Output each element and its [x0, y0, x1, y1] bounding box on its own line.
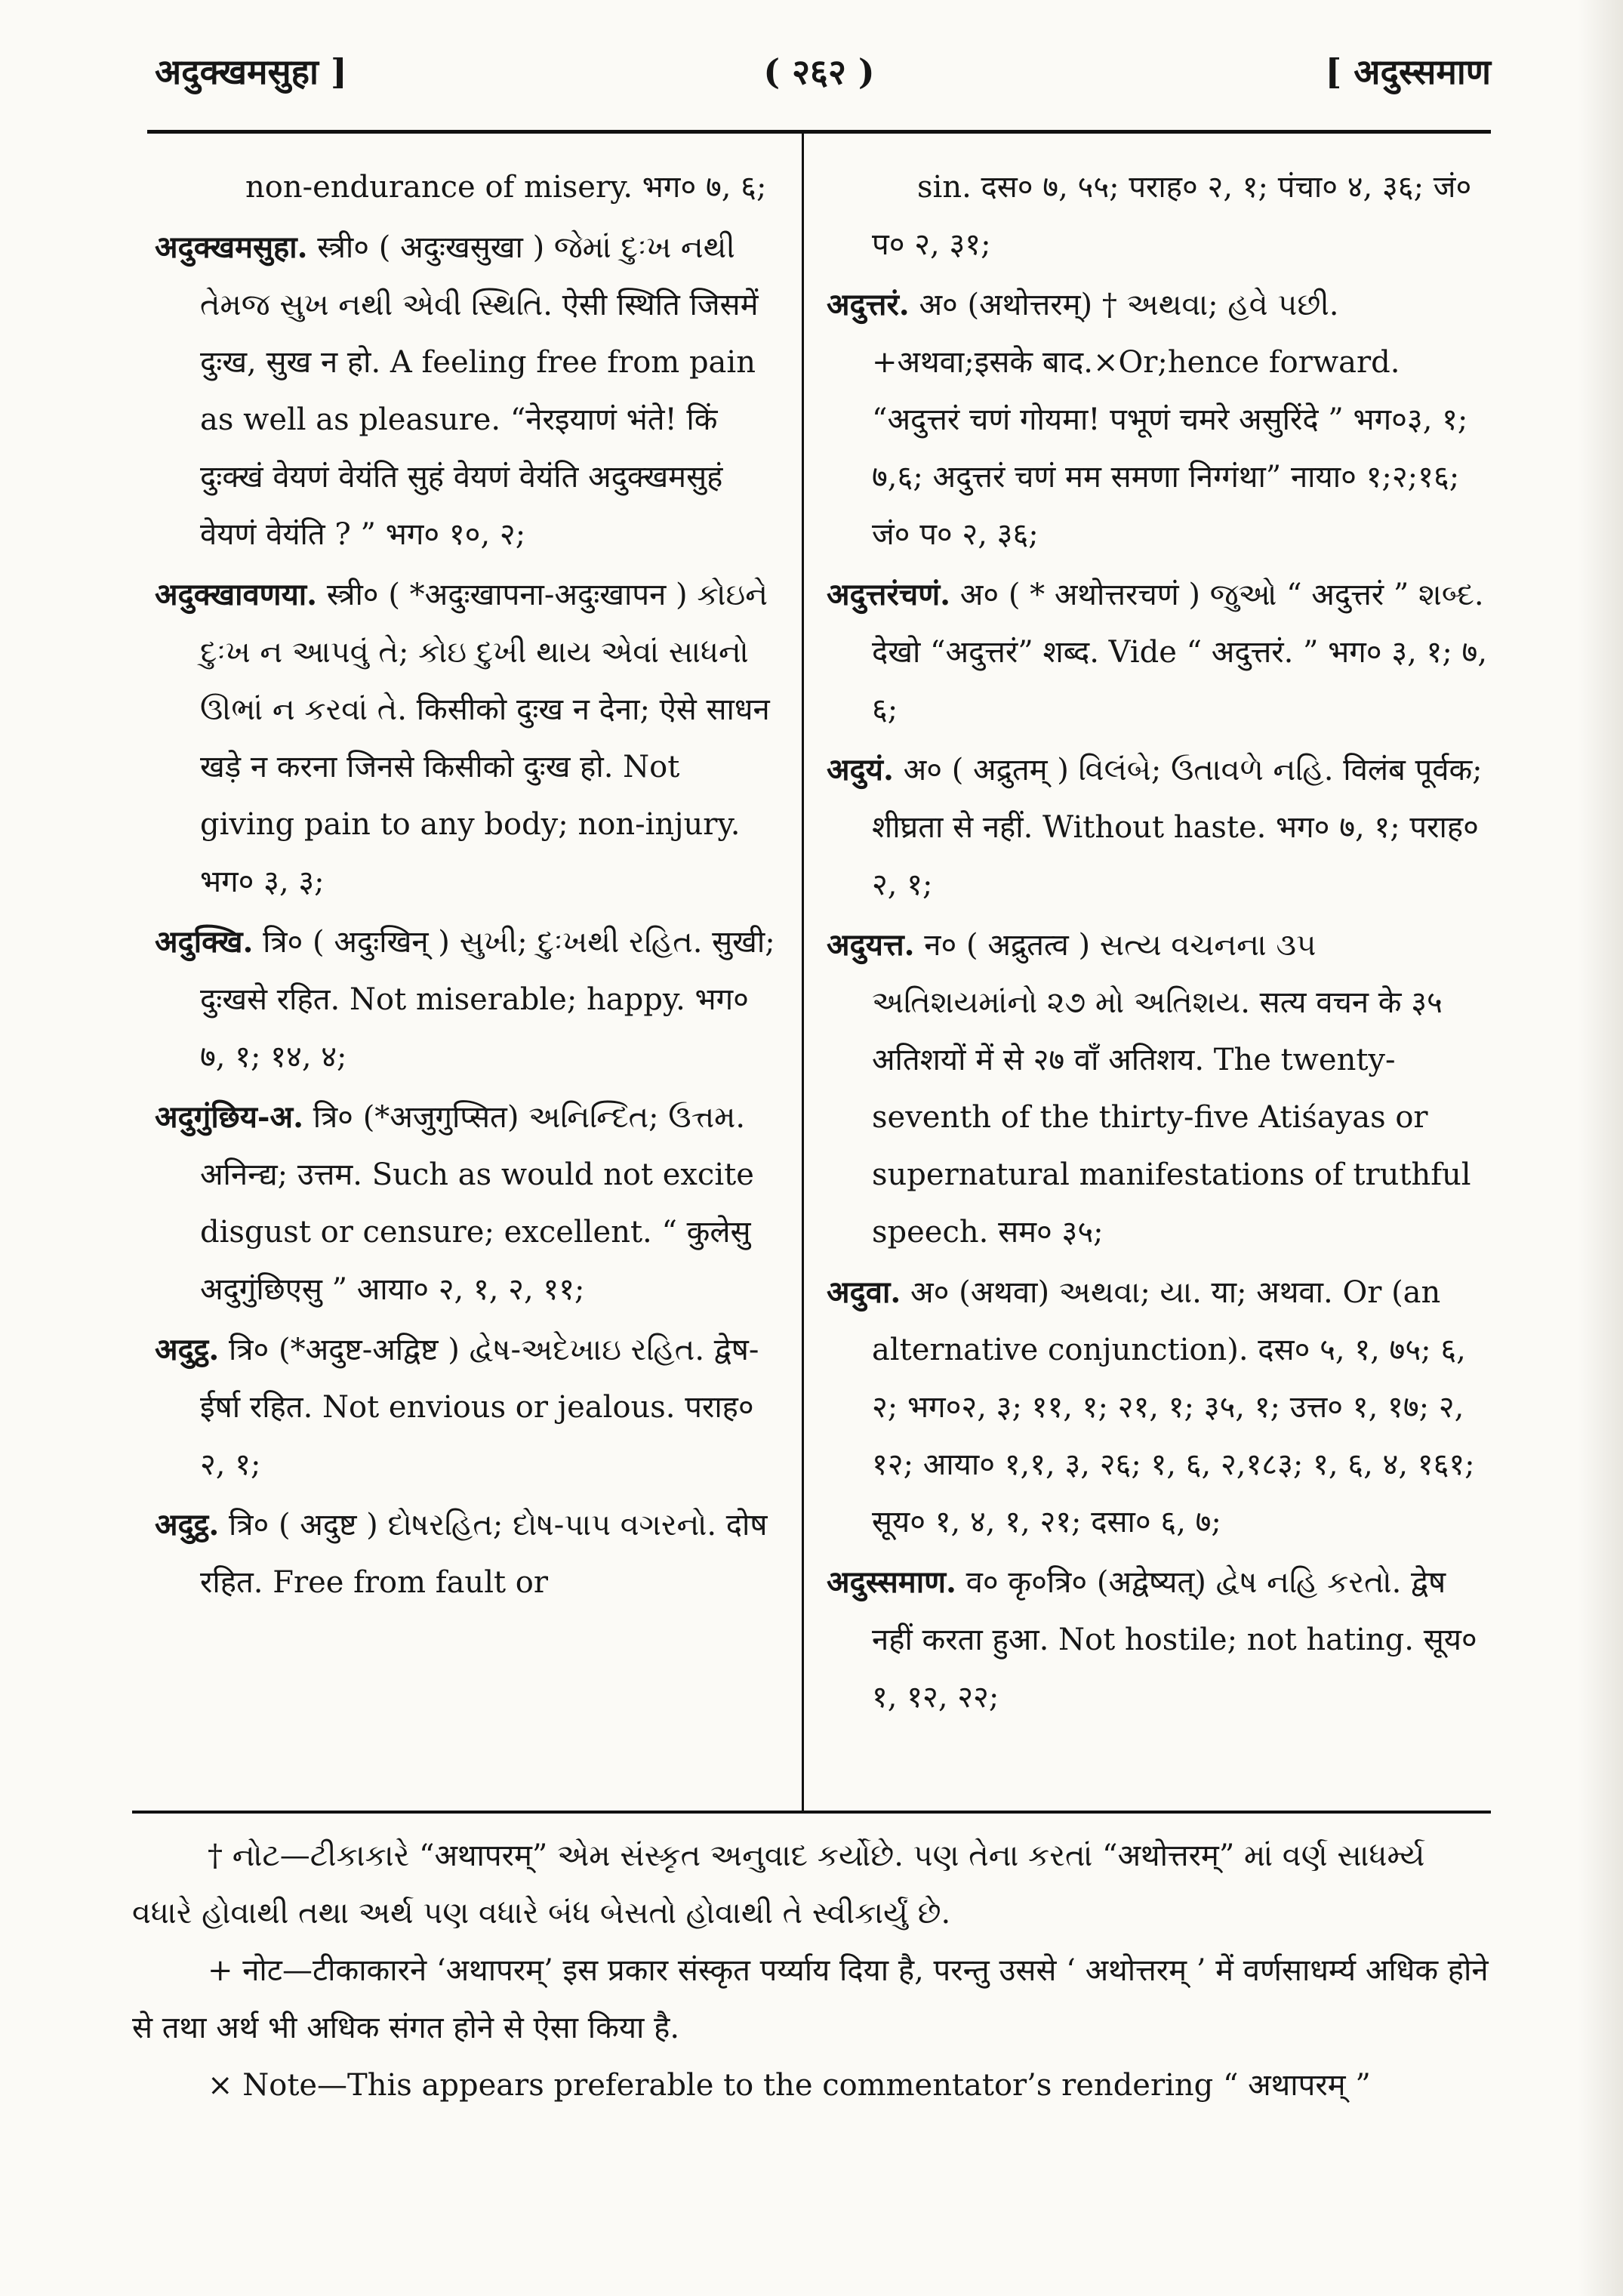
- dictionary-entry: [827, 1554, 1491, 1726]
- entry-headword: अदुक्खावणया.: [155, 577, 318, 612]
- entry-headword: अदुयं.: [827, 752, 894, 787]
- dictionary-entry: [827, 917, 1491, 1261]
- footnote-gujarati: † નોટ—ટીકાકારે “अथापरम्” એમ સંસ્કૃત અનુવાદ કર્યોછે. પણ તેના કરતાં “अथोत्तरम्” માં વર્ણ સાધર્મ્ય વધારે હોવાથી તથા અર્થ પણ વધારે બંધ બેસતો હોવાથી તે સ્વીકાર્યું છે.: [132, 1838, 1425, 1931]
- page-edge-shadow: [1578, 0, 1623, 2296]
- entry-text: sin. दस० ७, ५५; पराह० २, १; पंचा० ४, ३६; जं० प० २, ३१;: [872, 170, 1472, 262]
- dictionary-entry: [155, 219, 781, 563]
- entry-headword: अदुगुंछिय-अ.: [155, 1099, 304, 1135]
- footnotes: [132, 1827, 1491, 2144]
- entry-text: अ० ( * अथोत्तरचणं ) જુઓ “ अदुत्तरं ” શબ્દ. देखो “अदुत्तरं” शब्द. Vide “ अदुत्तरं. ” भग० ३, १; ७, ६;: [872, 578, 1488, 727]
- dictionary-entry: [827, 159, 1491, 273]
- dictionary-entry: [827, 566, 1491, 738]
- entry-text: त्रि० ( अदुष्ट ) દોષરહિત; દોષ-પાપ વગરનો. दोष रहित. Free from fault or: [200, 1508, 768, 1600]
- dictionary-entry: [155, 1321, 781, 1493]
- entry-text: अ० (अथोत्तरम्) † અથવા; હવે પછી. +अथवा;इसके बाद.×Or;hence forward. “अदुत्तरं चणं गोयमा! पभूणं चमरे असुरिंदे ” भग०३, १; ७,६; अदुत्तरं चणं मम समणा निग्गंथा” नाया० १;२;१६; जं० प० २, ३६;: [872, 288, 1468, 552]
- entry-headword: अदुवा.: [827, 1274, 901, 1310]
- dictionary-entry: [155, 159, 781, 216]
- entry-headword: अदुत्तरं.: [827, 287, 910, 322]
- page-number: ( २६२ ): [763, 51, 875, 92]
- footnote-rule: [132, 1811, 1491, 1814]
- entry-text: त्रि० (*अदुष्ट-अद्विष्ट ) દ્વેષ-અદેખાઇ રહિત. द्वेष-ईर्षा रहित. Not envious or jealous. पराह० २, १;: [200, 1333, 759, 1482]
- right-column: [827, 159, 1491, 1804]
- column-divider: [802, 130, 804, 1812]
- entry-headword: अदुत्तरंचणं.: [827, 577, 951, 612]
- entry-headword: अदुट्ठ.: [155, 1332, 220, 1367]
- entry-headword: अदुट्ठ.: [155, 1507, 220, 1542]
- entry-text: non-endurance of misery. भग० ७, ६;: [245, 170, 767, 205]
- entry-text: अ० ( अद्रुतम् ) વિલંબે; ઉતાવળે નહિ. विलंब पूर्वक; शीघ्रता से नहीं. Without haste. भग० ७, १; पराह० २, १;: [872, 753, 1483, 902]
- entry-headword: अदुक्खि.: [155, 924, 254, 960]
- dictionary-entry: [827, 741, 1491, 914]
- header-first-word: अदुक्खमसुहा ]: [155, 51, 347, 92]
- entry-headword: अदुस्समाण.: [827, 1564, 956, 1600]
- dictionary-entry: [827, 1264, 1491, 1551]
- dictionary-entry: [155, 1089, 781, 1318]
- dictionary-entry: [155, 1496, 781, 1611]
- header-last-word: [ अदुस्समाण: [1325, 51, 1491, 92]
- entry-text: स्त्री० ( अदुःखसुखा ) જેમાં દુઃખ નથી તેમજ સુખ નથી એવી સ્થિતિ. ऐसी स्थिति जिसमें दुःख, सुख न हो. A feeling free from pain as well as pleasure. “नेरइयाणं भंते! किं दुःक्खं वेयणं वेयंति सुहं वेयणं वेयंति अदुक्खमसुहं वेयणं वेयंति ? ” भग० १०, २;: [200, 230, 759, 552]
- footnote-english: × Note—This appears preferable to the commentator’s rendering “ अथापरम् ”: [208, 2068, 1371, 2103]
- entry-text: न० ( अद्रुतत्व ) સત્ય વચનના ૩૫ અતિશયમાંનો ૨૭ મો અતિશય. सत्य वचन के ३५ अतिशयों में से २७ वाँ अतिशय. The twenty-seventh of the thirty-five Atiśayas or supernatural manifestations of truthful speech. सम० ३५;: [872, 928, 1471, 1250]
- dictionary-entry: [155, 566, 781, 911]
- left-column: [155, 159, 781, 1804]
- entry-text: अ० (अथवा) અથવા; યા. या; अथवा. Or (an alternative conjunction). दस० ५, १, ७५; ६, २; भग०२, ३; ११, १; २१, १; ३५, १; उत्त० १, १७; २, १२; आया० १,१, ३, २६; १, ६, २,१८३; १, ६, ४, १६१; सूय० १, ४, १, २१; दसा० ६, ७;: [872, 1275, 1475, 1539]
- entry-text: त्रि० ( अदुःखिन् ) સુખી; દુઃખથી રહિત. सुखी; दुःखसे रहित. Not miserable; happy. भग० ७, १; १४, ४;: [200, 925, 775, 1074]
- entry-text: त्रि० (*अजुगुप्सित) અનિન્દિત; ઉત્તમ. अनिन्द्य; उत्तम. Such as would not excite disgust or censure; excellent. “ कुलेसु अदुगुंछिएसु ” आया० २, १, २, ११;: [200, 1100, 754, 1307]
- top-rule: [147, 130, 1491, 134]
- entry-text: व० कृ०त्रि० (अद्वेष्यत्) દ્વેષ નહિ કરતો. द्वेष नहीं करता हुआ. Not hostile; not hating. सूय० १, १२, २२;: [872, 1565, 1477, 1715]
- footnote-hindi: + नोट—टीकाकारने ‘अथापरम्’ इस प्रकार संस्कृत पर्य्याय दिया है, परन्तु उससे ‘ अथोत्तरम् ’ में वर्णसाधर्म्य अधिक होने से तथा अर्थ भी अधिक संगत होने से ऐसा किया है.: [132, 1953, 1489, 2045]
- entry-text: स्त्री० ( *अदुःखापना-अदुःखापन ) કોઇને દુઃખ ન આપવું તે; કોઇ દુખી થાય એવાં સાધનો ઊભાં ન કરવાં તે. किसीको दुःख न देना; ऐसे साधन खड़े न करना जिनसे किसीको दुःख हो. Not giving pain to any body; non-injury. भग० ३, ३;: [200, 578, 770, 899]
- entry-headword: अदुक्खमसुहा.: [155, 230, 308, 265]
- entry-headword: अदुयत्त.: [827, 927, 915, 963]
- page-header: [147, 42, 1491, 102]
- dictionary-entry: [827, 276, 1491, 563]
- dictionary-entry: [155, 914, 781, 1086]
